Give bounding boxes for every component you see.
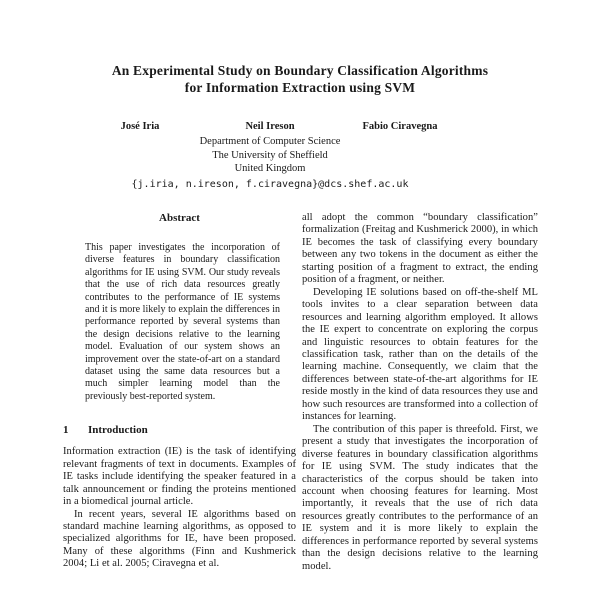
author-block bbox=[75, 120, 465, 190]
right-paragraph-3: The contribution of this paper is threefold. First, we present a study that investigates the incorporation of diverse features in boundary classification algorithms for IE using SVM. The study indicates that the characteristics of the corpus should be taken into account when choosing features for learning. Most importantly, it reveals that the use of rich data resources greatly contributes to the performance of an IE system and it is more likely to explain the differences in performance reported by several systems than the design decisions relative to the learning model. bbox=[302, 423, 538, 572]
abstract-text: This paper investigates the incorporation of diverse features in boundary classification algorithms for IE using SVM. Our study reveals that the use of rich data resources greatly contributes to the performance of IE systems and it is more likely to explain the differences in performance reported by several systems than the design decisions relative to the learning model. Evaluation of our system shows an improvement over the state-of-art on a standard dataset using the same data resources but a much simpler learning model than the previously best-reported system. bbox=[85, 242, 280, 402]
affiliation-country: United Kingdom bbox=[234, 163, 306, 175]
affiliation-university: The University of Sheffield bbox=[212, 149, 328, 161]
author-row bbox=[75, 120, 465, 133]
section-title: Introduction bbox=[88, 424, 148, 437]
paper-title-line2: for Information Extraction using SVM bbox=[184, 79, 416, 95]
author-name-jose-iria: José Iria bbox=[120, 121, 160, 132]
affiliation bbox=[75, 135, 465, 176]
right-column bbox=[302, 212, 538, 600]
paper-title-line1: An Experimental Study on Boundary Classification Algorithms bbox=[111, 63, 489, 78]
intro-paragraph-2: In recent years, several IE algorithms based on standard machine learning algorithms, as opposed to specialized algorithms for IE, have been proposed. Many of these algorithms (Finn and Kushmerick 2004; Li et al. 2005; Ciravegna et al. bbox=[63, 508, 296, 570]
left-column bbox=[63, 212, 296, 600]
paper-title bbox=[0, 63, 600, 96]
author-name-neil-ireson: Neil Ireson bbox=[245, 121, 295, 132]
author-name-fabio-ciravegna: Fabio Ciravegna bbox=[362, 121, 438, 132]
affiliation-department: Department of Computer Science bbox=[199, 136, 341, 147]
section-heading-introduction bbox=[63, 424, 296, 437]
abstract-heading: Abstract bbox=[159, 212, 200, 224]
email-line: {j.iria, n.ireson, f.ciravegna}@dcs.shef.ac.uk bbox=[131, 178, 409, 190]
right-paragraph-1: all adopt the common “boundary classification” formalization (Freitag and Kushmerick 2000), in which IE becomes the task of classifying every boundary between any two tokens in the document as either the starting position of a fragment to extract, the ending position of a fragment, or neither. bbox=[302, 212, 538, 286]
section-number: 1 bbox=[63, 424, 69, 437]
right-paragraph-2: Developing IE solutions based on off-the-shelf ML tools invites to a clear separation between data resources and learning algorithm employed. It allows the IE expert to concentrate on exploring the corpus and linguistic resources to obtain features for the classification task, rather than on the details of the learning machine. Consequently, we claim that the differences between state-of-the-art algorithms for IE reside mostly in the kind of data resources they use and how such resources are transformed into a collection of instances for learning. bbox=[302, 286, 538, 423]
intro-paragraph-1: Information extraction (IE) is the task of identifying relevant fragments of text in documents. Examples of IE tasks include identifying the speaker featured in a talk announcement or finding the proteins mentioned in a biomedical journal article. bbox=[63, 446, 296, 508]
